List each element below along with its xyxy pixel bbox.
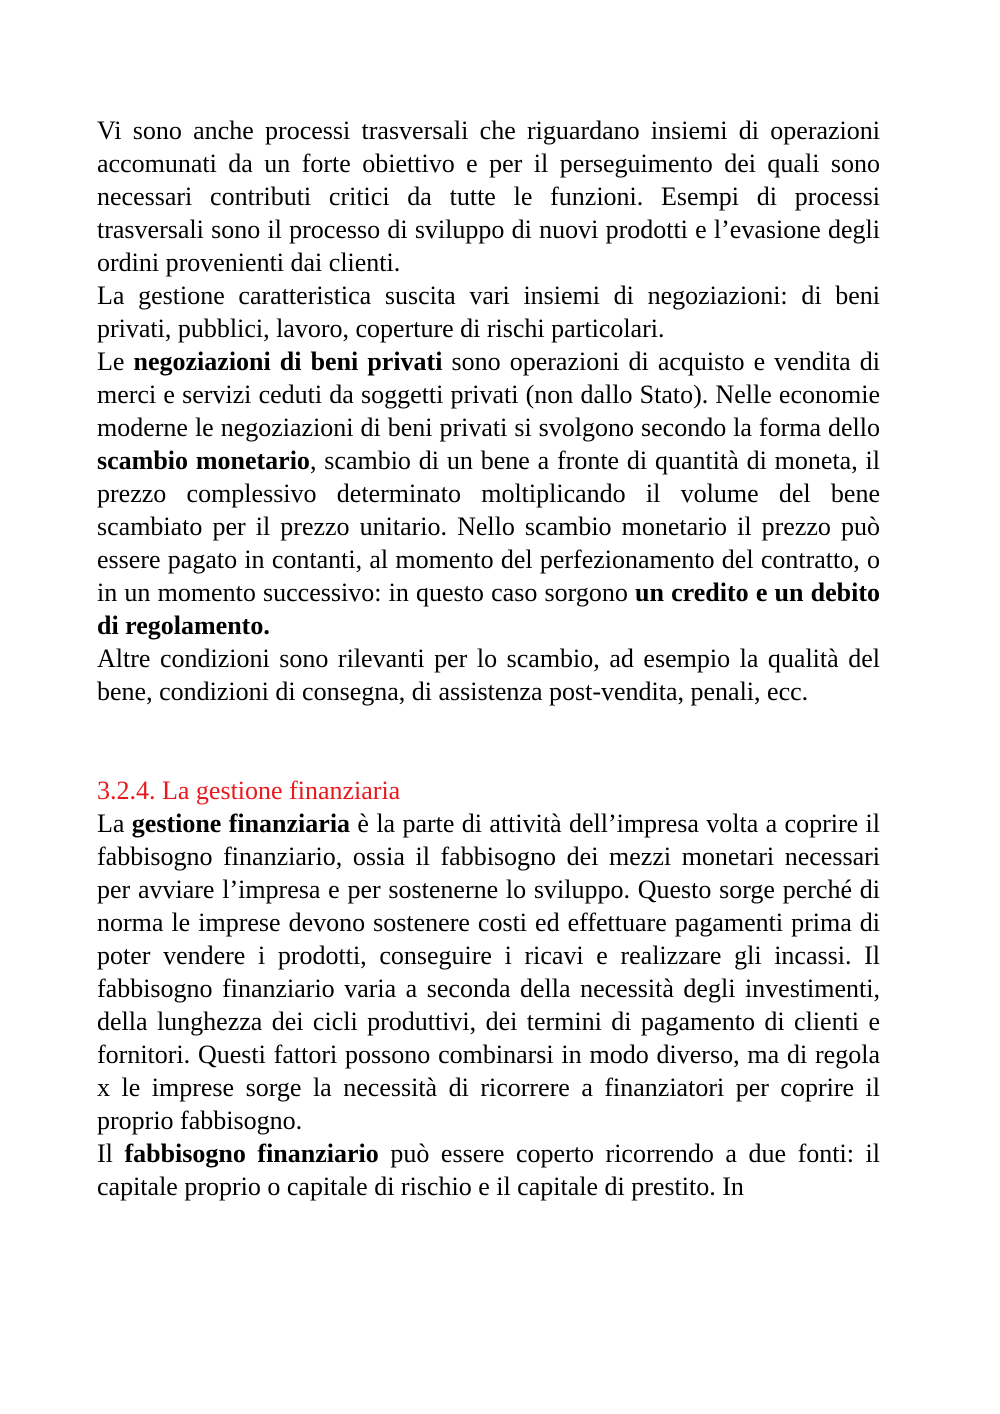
text-run: Il — [97, 1139, 125, 1168]
paragraph — [97, 807, 880, 1137]
text-run: Le — [97, 347, 134, 376]
paragraph — [97, 345, 880, 642]
text-run: La gestione caratteristica suscita vari insiemi di negoziazioni: di beni privati, pubblici, lavoro, coperture di rischi particolari. — [97, 281, 880, 343]
text-run: sono operazioni di acquisto e vendita di merci e servizi ceduti da soggetti privati (non dallo Stato). Nelle economie moderne le negoziazioni di beni privati si svolgono secondo la forma dello — [97, 347, 881, 442]
text-run: Vi sono anche processi trasversali che riguardano insiemi di operazioni accomunati da un forte obiettivo e per il perseguimento dei quali sono necessari contributi critici da tutte le funzioni. Esempi di processi trasversali sono il processo di sviluppo di nuovi prodotti e l’evasione degli ordini provenienti dai clienti. — [97, 116, 880, 277]
document-page — [97, 114, 880, 1203]
text-run: , scambio di un bene a fronte di quantità di moneta, il prezzo complessivo determinato moltiplicando il volume del bene scambiato per il prezzo unitario. Nello scambio monetario il prezzo può essere pagato in contanti, al momento del perfezionamento del contratto, o in un momento successivo: in questo caso sorgono — [97, 446, 880, 607]
bold-term: gestione finanziaria — [131, 809, 351, 838]
text-run: può essere coperto ricorrendo a due fonti: il capitale proprio o capitale di rischio e il capitale di prestito. In — [97, 1139, 880, 1201]
body-text-after-heading — [97, 807, 880, 1203]
bold-term: negoziazioni di beni privati — [133, 347, 443, 376]
body-text-before-heading — [97, 114, 880, 708]
bold-term: scambio monetario — [97, 446, 310, 475]
text-run: è la parte di attività dell’impresa volta a coprire il fabbisogno finanziario, ossia il fabbisogno dei mezzi monetari necessari per avviare l’impresa e per sostenerne lo sviluppo. Questo sorge perché di norma le imprese devono sostenere costi ed effettuare pagamenti prima di poter vendere i prodotti, conseguire i ricavi e realizzare gli incassi. Il fabbisogno finanziario varia a seconda della necessità degli investimenti, della lunghezza dei cicli produttivi, dei termini di pagamento di clienti e fornitori. Questi fattori possono combinarsi in modo diverso, ma di regola x le imprese sorge la necessità di ricorrere a finanziatori per coprire il proprio fabbisogno. — [97, 809, 881, 1135]
paragraph — [97, 114, 880, 279]
bold-term: un credito e un debito di regolamento. — [97, 578, 881, 640]
paragraph — [97, 1137, 880, 1203]
paragraph — [97, 279, 880, 345]
section-spacer — [97, 708, 880, 774]
paragraph — [97, 642, 880, 708]
section-heading: 3.2.4. La gestione finanziaria — [97, 776, 401, 805]
bold-term: fabbisogno finanziario — [124, 1139, 379, 1168]
text-run: Altre condizioni sono rilevanti per lo scambio, ad esempio la qualità del bene, condizioni di consegna, di assistenza post-vendita, penali, ecc. — [97, 644, 880, 706]
text-run: La — [97, 809, 132, 838]
